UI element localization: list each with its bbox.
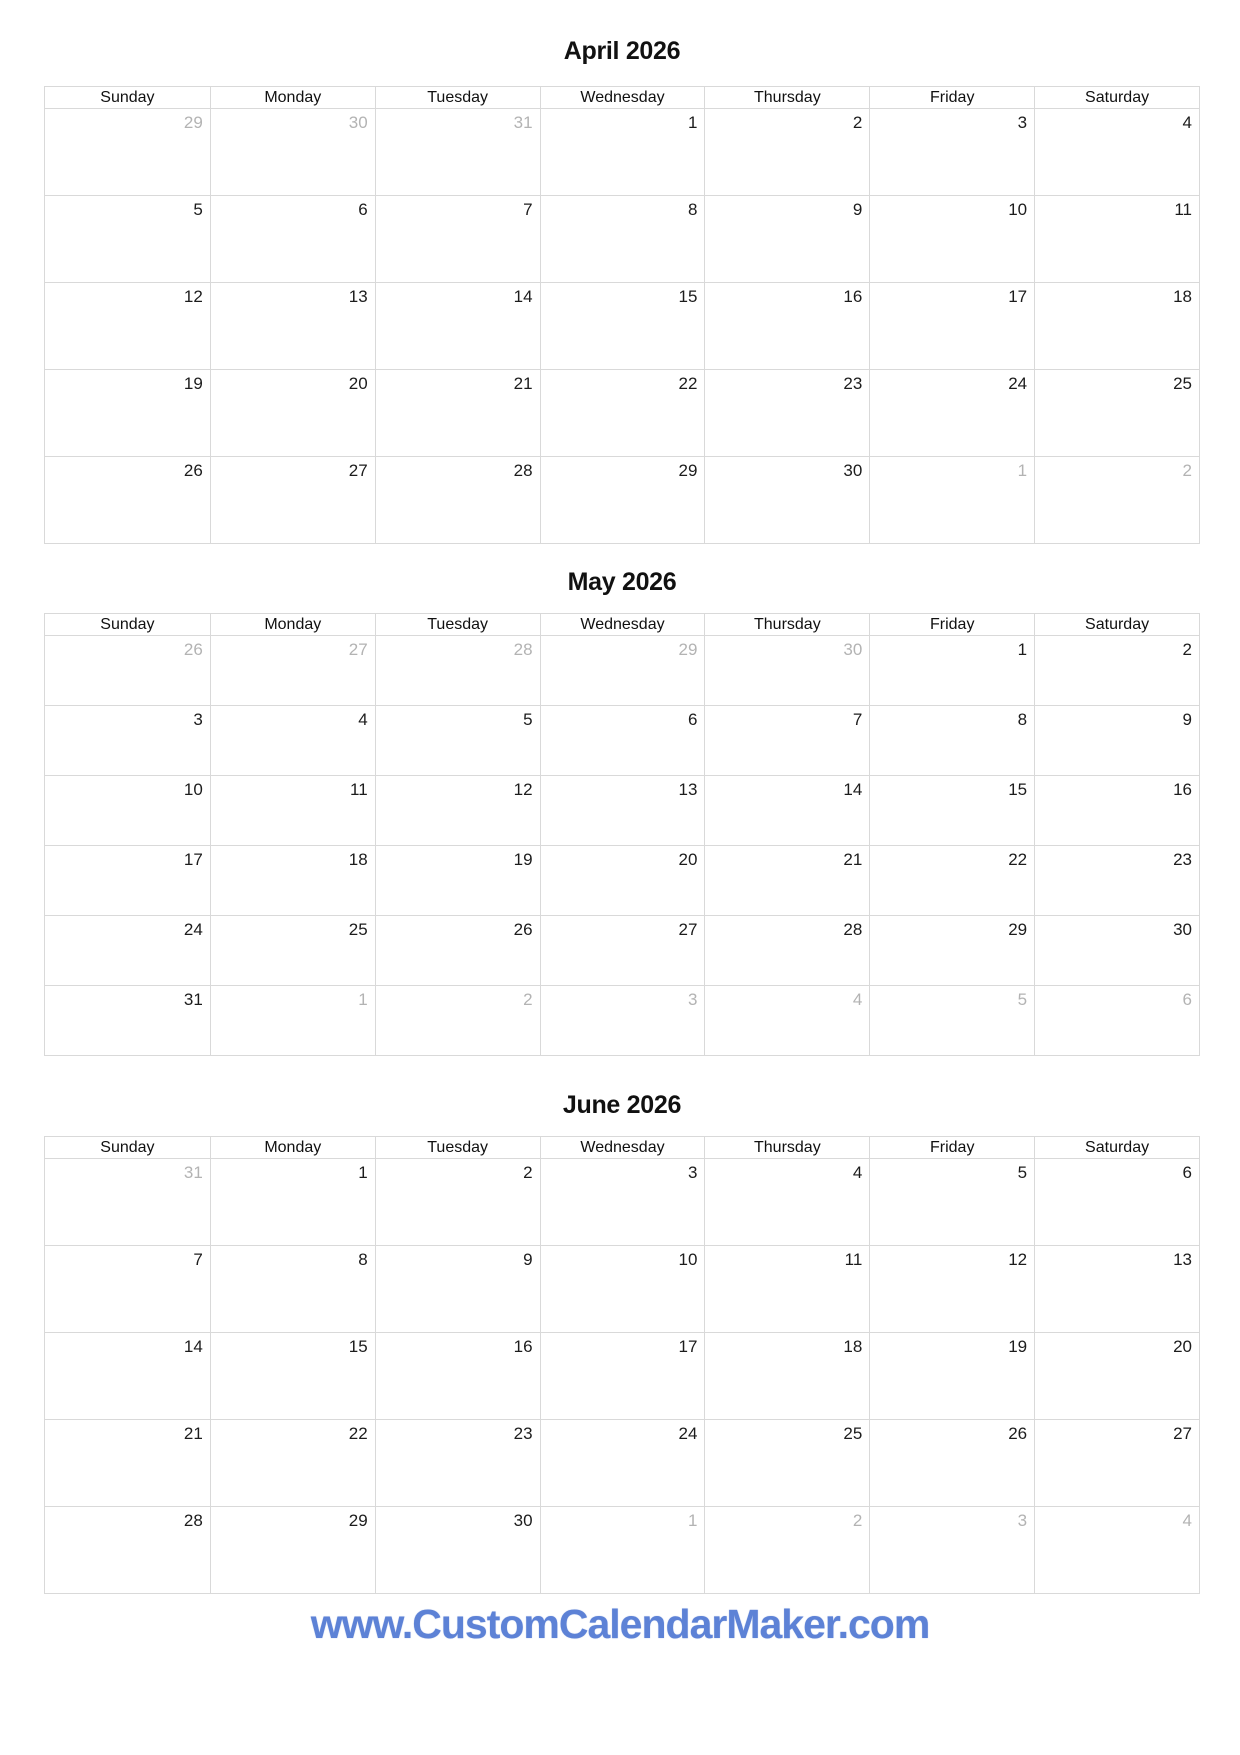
date-cell: 19 [45,369,210,456]
month-may-2026 [44,560,1200,1056]
weekday-header-friday: Friday [869,87,1034,108]
date-cell: 23 [1034,845,1199,915]
date-cell: 18 [210,845,375,915]
date-cell: 5 [869,985,1034,1055]
date-cell: 17 [45,845,210,915]
date-cell: 9 [375,1245,540,1332]
date-cell: 27 [540,915,705,985]
date-cell: 4 [704,1158,869,1245]
month-title: April 2026 [563,37,681,65]
weekday-header-wednesday: Wednesday [540,87,705,108]
date-cell: 10 [869,195,1034,282]
date-cell: 15 [869,775,1034,845]
date-cell: 20 [210,369,375,456]
date-cell: 18 [1034,282,1199,369]
date-cell: 1 [869,456,1034,543]
date-cell: 23 [375,1419,540,1506]
date-cell: 8 [869,705,1034,775]
date-cell: 30 [210,108,375,195]
date-cell: 31 [375,108,540,195]
month-grid [44,86,1200,544]
date-cell: 29 [45,108,210,195]
date-cell: 12 [45,282,210,369]
weekday-header-tuesday: Tuesday [375,1137,540,1158]
weekday-header-wednesday: Wednesday [540,1137,705,1158]
date-cell: 18 [704,1332,869,1419]
date-cell: 21 [704,845,869,915]
date-cell: 28 [45,1506,210,1593]
date-cell: 13 [1034,1245,1199,1332]
date-cell: 29 [869,915,1034,985]
date-cell: 2 [375,1158,540,1245]
month-title: June 2026 [562,1091,682,1119]
date-cell: 4 [210,705,375,775]
date-cell: 20 [540,845,705,915]
date-cell: 1 [210,1158,375,1245]
month-grid [44,613,1200,1056]
date-cell: 5 [45,195,210,282]
date-cell: 14 [375,282,540,369]
date-cell: 4 [704,985,869,1055]
date-cell: 7 [375,195,540,282]
date-cell: 29 [540,456,705,543]
weekday-header-saturday: Saturday [1034,614,1199,635]
weekday-header-sunday: Sunday [100,616,155,633]
date-cell: 1 [540,108,705,195]
month-april-2026 [44,29,1200,544]
date-cell: 15 [210,1332,375,1419]
date-cell: 6 [540,705,705,775]
date-cell: 19 [869,1332,1034,1419]
date-cell: 14 [45,1332,210,1419]
weekday-header-friday: Friday [869,614,1034,635]
date-cell: 10 [540,1245,705,1332]
weekday-header-saturday: Saturday [1034,87,1199,108]
weekday-header-tuesday: Tuesday [375,87,540,108]
date-cell: 7 [45,1245,210,1332]
date-cell: 3 [869,1506,1034,1593]
date-cell: 9 [1034,705,1199,775]
date-cell: 20 [1034,1332,1199,1419]
date-cell: 2 [1034,635,1199,705]
weekday-header-saturday: Saturday [1034,1137,1199,1158]
date-cell: 26 [869,1419,1034,1506]
date-cell: 3 [540,985,705,1055]
date-cell: 8 [540,195,705,282]
watermark-url: www.CustomCalendarMaker.com [310,1601,930,1647]
date-cell: 30 [1034,915,1199,985]
weekday-header-thursday: Thursday [704,614,869,635]
date-cell: 28 [375,635,540,705]
date-cell: 1 [210,985,375,1055]
date-cell: 11 [1034,195,1199,282]
date-cell: 3 [45,705,210,775]
date-cell: 27 [210,456,375,543]
weekday-header-friday: Friday [869,1137,1034,1158]
date-cell: 23 [704,369,869,456]
month-grid [44,1136,1200,1594]
date-cell: 29 [540,635,705,705]
date-cell: 3 [869,108,1034,195]
weekday-header-thursday: Thursday [704,87,869,108]
date-cell: 16 [704,282,869,369]
date-cell: 17 [869,282,1034,369]
date-cell: 13 [210,282,375,369]
date-cell: 6 [210,195,375,282]
date-cell: 21 [45,1419,210,1506]
date-cell: 27 [210,635,375,705]
weekday-header-sunday: Sunday [100,1139,155,1156]
date-cell: 26 [375,915,540,985]
date-cell: 7 [704,705,869,775]
date-cell: 31 [45,985,210,1055]
date-cell: 25 [1034,369,1199,456]
date-cell: 2 [375,985,540,1055]
weekday-header-wednesday: Wednesday [540,614,705,635]
date-cell: 22 [210,1419,375,1506]
date-cell: 12 [375,775,540,845]
month-title: May 2026 [567,568,677,596]
date-cell: 22 [540,369,705,456]
date-cell: 5 [375,705,540,775]
date-cell: 22 [869,845,1034,915]
date-cell: 29 [210,1506,375,1593]
weekday-header-sunday: Sunday [100,89,155,106]
date-cell: 30 [704,456,869,543]
date-cell: 16 [1034,775,1199,845]
weekday-header-tuesday: Tuesday [375,614,540,635]
date-cell: 11 [704,1245,869,1332]
weekday-header-monday: Monday [210,1137,375,1158]
date-cell: 3 [540,1158,705,1245]
date-cell: 4 [1034,1506,1199,1593]
date-cell: 30 [704,635,869,705]
date-cell: 8 [210,1245,375,1332]
weekday-header-monday: Monday [210,614,375,635]
date-cell: 30 [375,1506,540,1593]
weekday-header-monday: Monday [210,87,375,108]
date-cell: 27 [1034,1419,1199,1506]
date-cell: 15 [540,282,705,369]
date-cell: 25 [210,915,375,985]
date-cell: 9 [704,195,869,282]
date-cell: 13 [540,775,705,845]
weekday-header-thursday: Thursday [704,1137,869,1158]
date-cell: 1 [869,635,1034,705]
date-cell: 6 [1034,985,1199,1055]
date-cell: 31 [45,1158,210,1245]
date-cell: 24 [869,369,1034,456]
date-cell: 28 [375,456,540,543]
date-cell: 24 [540,1419,705,1506]
date-cell: 2 [704,1506,869,1593]
date-cell: 5 [869,1158,1034,1245]
date-cell: 10 [45,775,210,845]
date-cell: 6 [1034,1158,1199,1245]
month-june-2026 [44,1083,1200,1594]
date-cell: 21 [375,369,540,456]
date-cell: 17 [540,1332,705,1419]
date-cell: 11 [210,775,375,845]
date-cell: 12 [869,1245,1034,1332]
date-cell: 2 [1034,456,1199,543]
date-cell: 14 [704,775,869,845]
date-cell: 28 [704,915,869,985]
date-cell: 26 [45,635,210,705]
date-cell: 1 [540,1506,705,1593]
date-cell: 2 [704,108,869,195]
date-cell: 26 [45,456,210,543]
date-cell: 19 [375,845,540,915]
date-cell: 4 [1034,108,1199,195]
date-cell: 25 [704,1419,869,1506]
date-cell: 24 [45,915,210,985]
date-cell: 16 [375,1332,540,1419]
